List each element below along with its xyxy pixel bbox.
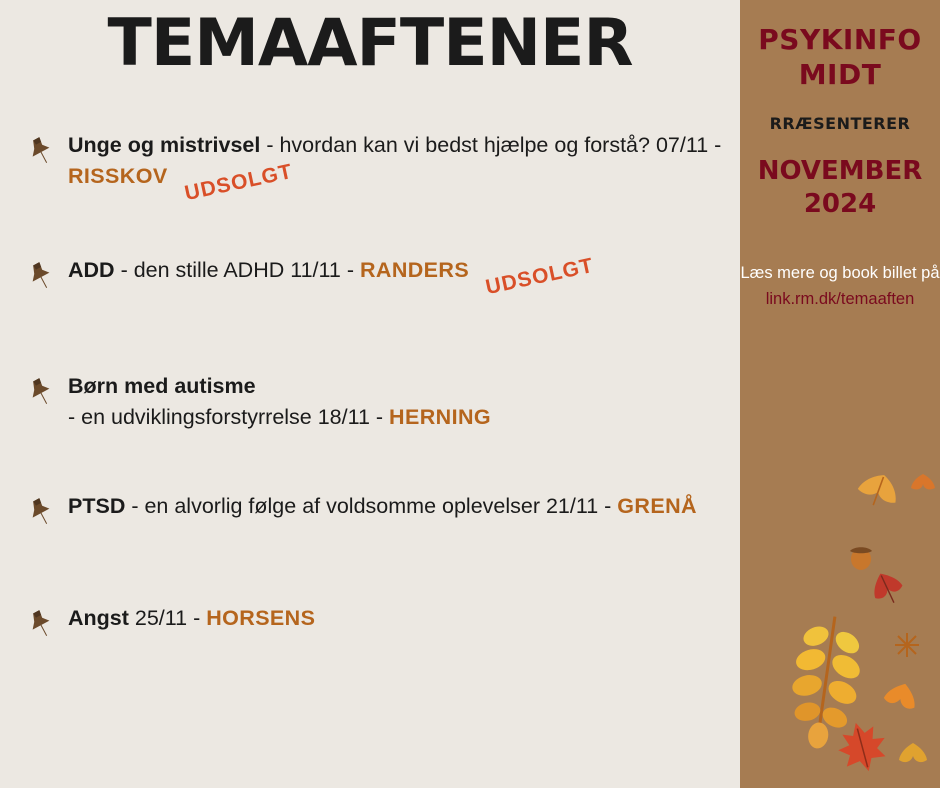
maple-leaf-icon: [834, 718, 890, 779]
pushpin-icon: [26, 136, 56, 166]
branch-leaf-icon: [780, 610, 872, 755]
leaf-icon: [854, 470, 902, 519]
month-label: NOVEMBER: [757, 156, 923, 186]
page-title: TEMAAFTENER: [107, 6, 633, 81]
event-list: [0, 130, 740, 701]
list-item[interactable]: [0, 491, 740, 547]
presents-label: RRÆSENTERER: [769, 114, 911, 133]
status-badge: UDSOLGT: [182, 160, 295, 206]
list-item[interactable]: [0, 603, 740, 659]
event-description: 25/11 -: [128, 605, 207, 630]
brand-line-2: MIDT: [798, 58, 882, 91]
pushpin-icon: [26, 377, 56, 407]
event-title: PTSD: [68, 493, 126, 518]
event-text: [68, 253, 740, 299]
leaf-icon: [910, 472, 936, 501]
poster-sidebar: [740, 0, 940, 788]
list-item[interactable]: [0, 255, 740, 311]
leaf-icon: [868, 570, 908, 615]
event-description: - den stille ADHD 11/11 -: [114, 257, 360, 282]
booking-text: Læs mere og book billet på: [740, 263, 940, 282]
star-leaf-icon: [892, 630, 922, 665]
event-text: [68, 130, 740, 206]
pushpin-icon: [26, 261, 56, 291]
brand-line-1: PSYKINFO: [758, 23, 922, 56]
event-title: ADD: [68, 257, 115, 282]
list-item[interactable]: [0, 371, 740, 433]
event-place: RISSKOV: [68, 164, 168, 189]
booking-link[interactable]: link.rm.dk/temaaften: [765, 289, 915, 308]
leaf-icon: [896, 740, 930, 779]
event-place: HORSENS: [206, 605, 316, 630]
event-title: Angst: [68, 605, 129, 630]
event-title: Børn med autisme: [68, 373, 256, 398]
event-description: - en alvorlig følge af voldsomme oplevelser 21/11 -: [125, 493, 618, 518]
pushpin-icon: [26, 497, 56, 527]
event-description: - en udviklingsforstyrrelse 18/11 -: [68, 404, 390, 429]
year-label: 2024: [803, 188, 877, 219]
brand-name: [740, 22, 940, 92]
event-place: HERNING: [389, 404, 491, 429]
leaf-icon: [880, 680, 920, 725]
event-place: RANDERS: [359, 257, 470, 282]
acorn-icon: [844, 538, 878, 577]
event-description: - hvordan kan vi bedst hjælpe og forstå? 07/11 -: [260, 133, 722, 157]
event-text: [68, 371, 740, 433]
list-item[interactable]: [0, 130, 740, 206]
event-title: Unge og mistrivsel: [68, 133, 261, 157]
event-text: [68, 603, 740, 634]
event-text: [68, 491, 740, 522]
status-badge: UDSOLGT: [483, 253, 596, 299]
event-place: GRENÅ: [617, 493, 697, 518]
pushpin-icon: [26, 609, 56, 639]
